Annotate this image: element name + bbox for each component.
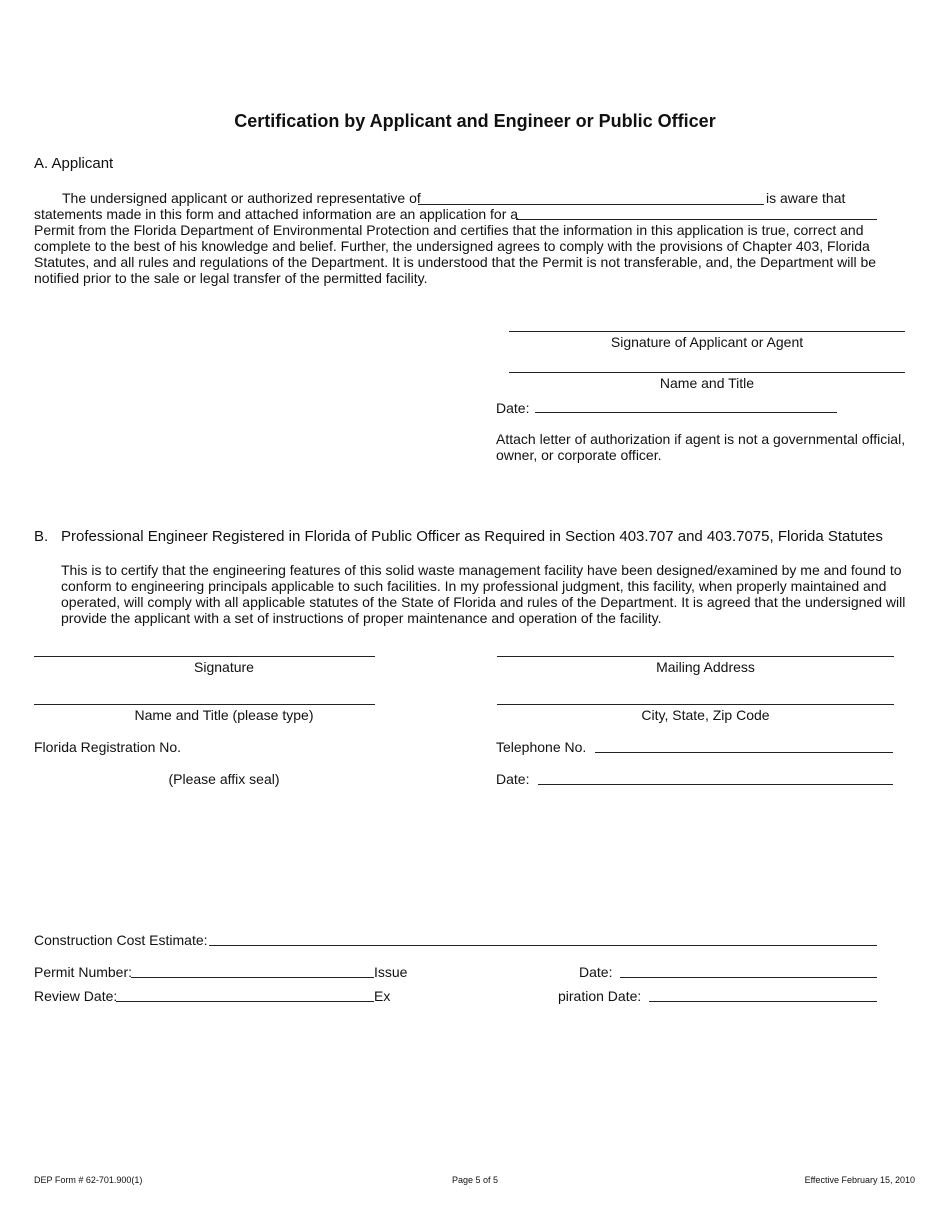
engineer-statement: This is to certify that the engineering features of this solid waste management facility have been designed/examined by me and found to conform to engineering principals applicable to such facilities. In my professional judgment, this facility, when properly maintained and operated, will comply with all applicable statutes of the State of Florida and rules of the Department. It is agreed that the undersigned will provide the applicant with a set of instructions of proper maintenance and operation of the facility. [61,562,906,626]
expiration-date-label: piration Date: [558,988,642,1004]
page-title: Certification by Applicant and Engineer or Public Officer [234,111,716,131]
applicant-line1-end: is aware that [766,190,846,206]
seal-label: (Please affix seal) [168,771,280,787]
section-a-heading: A. Applicant [34,155,114,172]
authorization-note: Attach letter of authorization if agent is not a governmental official, owner, or corporate officer. [496,431,906,463]
engineer-date-field[interactable] [538,784,893,785]
telephone-label: Telephone No. [496,739,587,755]
permit-number-field[interactable] [131,977,374,978]
applicant-name-title-line[interactable] [509,372,905,373]
engineer-name-title-label: Name and Title (please type) [134,707,314,723]
applicant-signature-label: Signature of Applicant or Agent [610,334,804,350]
mailing-address-label: Mailing Address [656,659,755,675]
cost-estimate-field[interactable] [209,945,877,946]
permit-type-field[interactable] [516,219,877,220]
applicant-date-field[interactable] [535,412,837,413]
applicant-date-label: Date: [496,400,530,416]
engineer-date-label: Date: [496,771,530,787]
applicant-name-title-label: Name and Title [659,375,755,391]
cost-estimate-label: Construction Cost Estimate: [34,932,208,948]
ex-label: Ex [374,988,391,1004]
issue-label: Issue [374,964,408,980]
review-date-field[interactable] [116,1001,374,1002]
applicant-statement: Permit from the Florida Department of Environmental Protection and certifies that the information in this application is true, correct and complete to the best of his knowledge and belief. Further, the undersigned agrees to comply with the provisions of Chapter 403, Florida Statutes, and all rules and regulations of the Department. It is understood that the Permit is not transferable, and, the Department will be notified prior to the sale or legal transfer of the permitted facility. [34,222,877,286]
footer-form-number: DEP Form # 62-701.900(1) [34,1175,143,1185]
engineer-name-title-line[interactable] [34,704,375,705]
telephone-field[interactable] [595,752,893,753]
engineer-signature-label: Signature [194,659,254,675]
footer-page-number: Page 5 of 5 [451,1175,499,1185]
engineer-signature-line[interactable] [34,656,375,657]
section-b-heading: Professional Engineer Registered in Florida of Public Officer as Required in Section 403.707 and 403.7075, Florida Statutes [61,528,883,545]
applicant-line1-start: The undersigned applicant or authorized representative of [62,190,421,206]
section-b-letter: B. [34,528,49,545]
issue-date-label: Date: [579,964,613,980]
footer-effective-date: Effective February 15, 2010 [804,1175,915,1185]
applicant-signature-line[interactable] [509,331,905,332]
review-date-label: Review Date: [34,988,118,1004]
expiration-date-field[interactable] [649,1001,877,1002]
permit-number-label: Permit Number: [34,964,133,980]
applicant-line2-start: statements made in this form and attached information are an application for a [34,206,519,222]
mailing-address-line[interactable] [497,656,894,657]
city-state-zip-line[interactable] [497,704,894,705]
applicant-representative-field[interactable] [418,204,764,205]
issue-date-field[interactable] [620,977,877,978]
city-state-zip-label: City, State, Zip Code [641,707,770,723]
registration-number-label: Florida Registration No. [34,739,182,755]
